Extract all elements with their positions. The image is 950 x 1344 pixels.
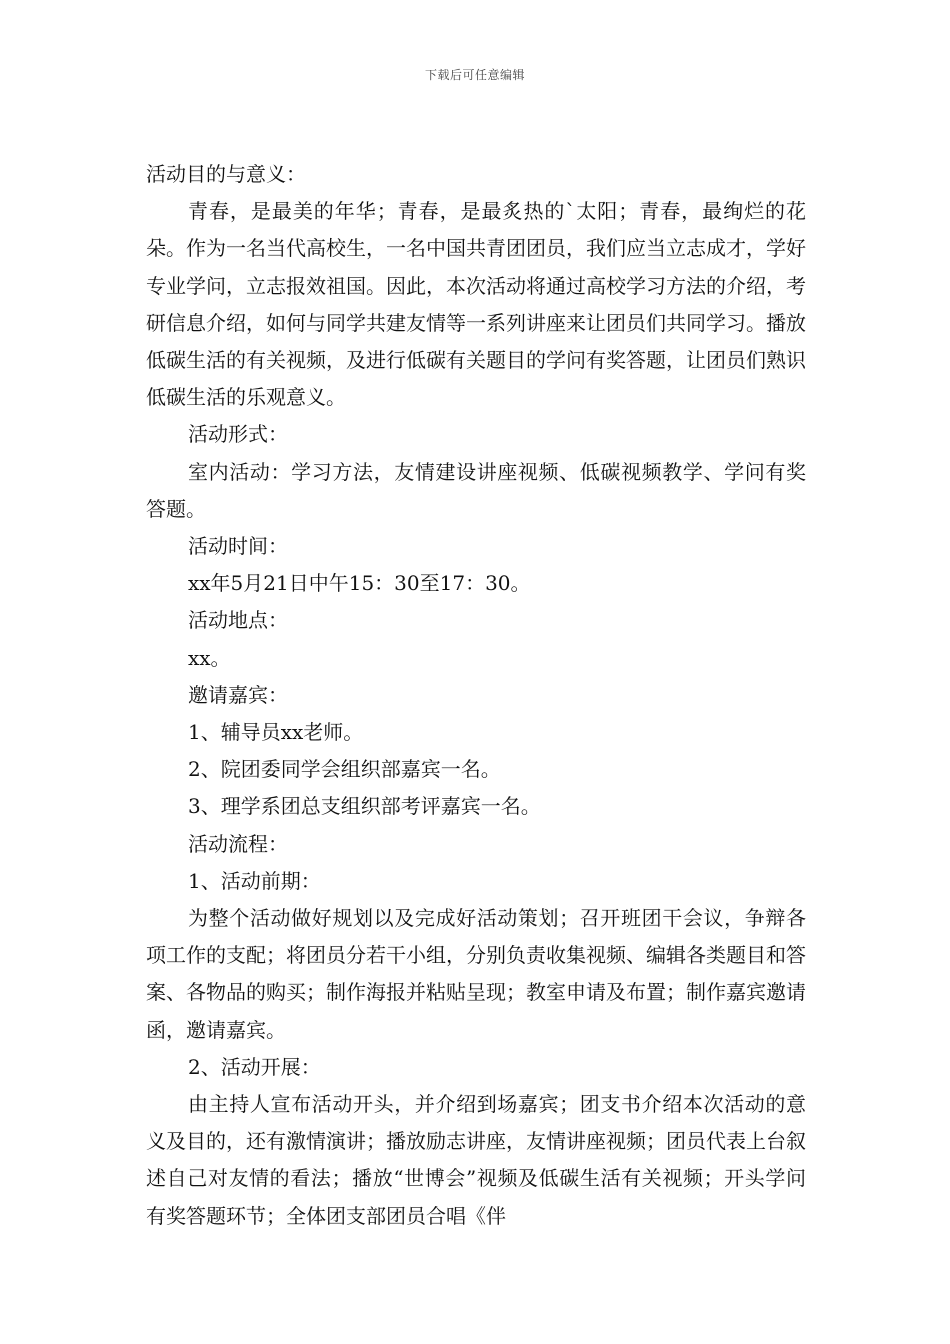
guest-item-1: 1、辅导员xx老师。 <box>188 720 364 745</box>
page-header-note: 下载后可任意编辑 <box>424 68 525 82</box>
heading-guests: 邀请嘉宾： <box>188 682 288 707</box>
paragraph-location: xx。 <box>188 645 231 670</box>
heading-process: 活动流程： <box>188 831 288 856</box>
paragraph-time: xx年5月21日中午15：30至17：30。 <box>188 571 531 596</box>
heading-purpose: 活动目的与意义： <box>146 162 306 186</box>
guest-item-2: 2、院团委同学会组织部嘉宾一名。 <box>188 757 501 782</box>
subheading-execution: 2、活动开展： <box>188 1054 321 1079</box>
heading-location: 活动地点： <box>188 608 288 633</box>
paragraph-preparation: 为整个活动做好规划以及完成好活动策划；召开班团干会议，争辩各项工作的支配；将团员分若干小组，分别负责收集视频、编辑各类题目和答案、各物品的购买；制作海报并粘贴呈现；教室申请及布置；制作嘉宾邀请函，邀请嘉宾。 <box>146 906 806 1042</box>
heading-form: 活动形式： <box>188 422 288 447</box>
guest-item-3: 3、理学系团总支组织部考评嘉宾一名。 <box>188 794 541 819</box>
document-body <box>146 156 806 1235</box>
heading-time: 活动时间： <box>188 534 288 559</box>
paragraph-execution: 由主持人宣布活动开头，并介绍到场嘉宾；团支书介绍本次活动的意义及目的，还有激情演讲；播放励志讲座，友情讲座视频；团员代表上台叙述自己对友情的看法；播放“世博会”视频及低碳生活有关视频；开头学问有奖答题环节；全体团支部团员合唱《伴 <box>146 1092 806 1228</box>
paragraph-form: 室内活动：学习方法，友情建设讲座视频、低碳视频教学、学问有奖答题。 <box>146 459 806 521</box>
subheading-preparation: 1、活动前期： <box>188 868 321 893</box>
paragraph-purpose: 青春，是最美的年华；青春，是最炙热的`太阳；青春，最绚烂的花朵。作为一名当代高校生，一名中国共青团团员，我们应当立志成才，学好专业学问，立志报效祖国。因此，本次活动将通过高校学习方法的介绍，考研信息介绍，如何与同学共建友情等一系列讲座来让团员们共同学习。播放低碳生活的有关视频，及进行低碳有关题目的学问有奖答题，让团员们熟识低碳生活的乐观意义。 <box>146 199 806 410</box>
